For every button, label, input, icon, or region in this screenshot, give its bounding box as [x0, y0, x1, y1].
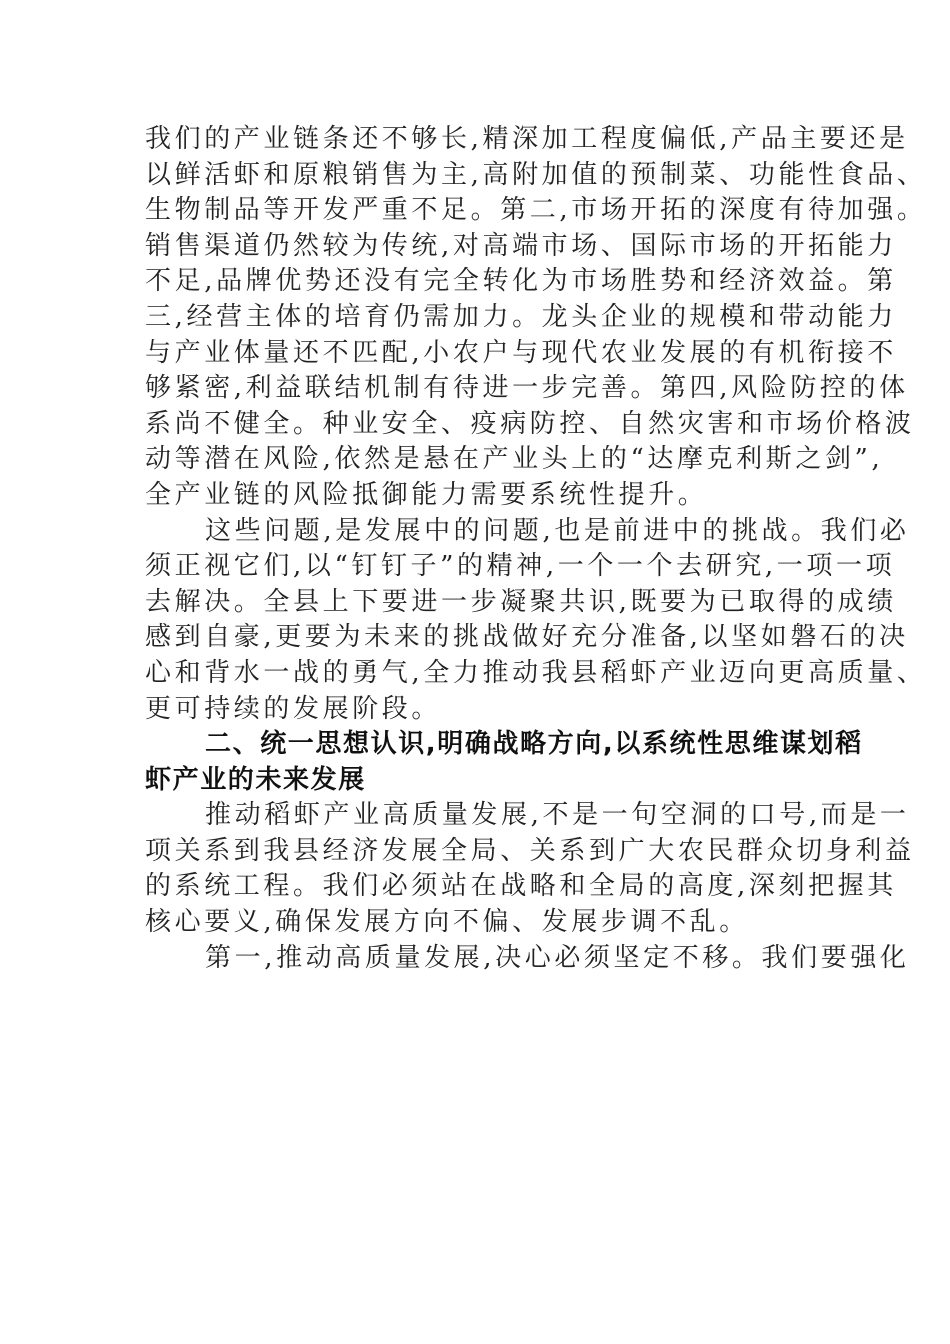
- text-line: 系尚不健全。种业安全、疫病防控、自然灾害和市场价格波: [145, 408, 915, 439]
- text-line: 与产业体量还不匹配,小农户与现代农业发展的有机衔接不: [145, 337, 897, 368]
- paragraph-problems-continued: [145, 122, 927, 514]
- text-line: 三,经营主体的培育仍需加力。龙头企业的规模和带动能力: [145, 301, 897, 332]
- text-line: 我们的产业链条还不够长,精深加工程度偏低,产品主要还是: [145, 124, 909, 154]
- text-line: 核心要义,确保发展方向不偏、发展步调不乱。: [145, 907, 749, 938]
- text-line: 生物制品等开发严重不足。第二,市场开拓的深度有待加强。: [145, 195, 927, 226]
- text-line: 这些问题,是发展中的问题,也是前进中的挑战。我们必: [205, 515, 910, 546]
- text-line: 心和背水一战的勇气,全力推动我县稻虾产业迈向更高质量、: [145, 657, 927, 688]
- text-line: 全产业链的风险抵御能力需要系统性提升。: [145, 479, 708, 510]
- text-line: 去解决。全县上下要进一步凝聚共识,既要为已取得的成绩: [145, 586, 897, 617]
- text-line: 推动稻虾产业高质量发展,不是一句空洞的口号,而是一: [205, 800, 910, 831]
- paragraph-challenges: [145, 514, 927, 728]
- paragraph-system-engineering: [145, 798, 915, 940]
- text-line: 项关系到我县经济发展全局、关系到广大农民群众切身利益: [145, 835, 915, 866]
- paragraph-first-point: [145, 941, 910, 977]
- text-line: 感到自豪,更要为未来的挑战做好充分准备,以坚如磐石的决: [145, 622, 909, 653]
- text-line: 动等潜在风险,依然是悬在产业头上的“达摩克利斯之剑”,: [145, 444, 884, 475]
- text-line: 须正视它们,以“钉钉子”的精神,一个一个去研究,一项一项: [145, 551, 896, 582]
- text-line: 更可持续的发展阶段。: [145, 693, 442, 724]
- heading-line: 虾产业的未来发展: [145, 764, 366, 795]
- document-page: [145, 122, 927, 976]
- text-line: 销售渠道仍然较为传统,对高端市场、国际市场的开拓能力: [145, 230, 897, 261]
- text-line: 第一,推动高质量发展,决心必须坚定不移。我们要强化: [205, 942, 910, 973]
- section-heading-2: [145, 727, 863, 798]
- text-line: 以鲜活虾和原粮销售为主,高附加值的预制菜、功能性食品、: [145, 159, 927, 190]
- text-line: 的系统工程。我们必须站在战略和全局的高度,深刻把握其: [145, 871, 897, 902]
- text-line: 够紧密,利益联结机制有待进一步完善。第四,风险防控的体: [145, 373, 909, 404]
- text-line: 不足,品牌优势还没有完全转化为市场胜势和经济效益。第: [145, 266, 897, 297]
- heading-line: 二、统一思想认识,明确战略方向,以系统性思维谋划稻: [205, 729, 863, 760]
